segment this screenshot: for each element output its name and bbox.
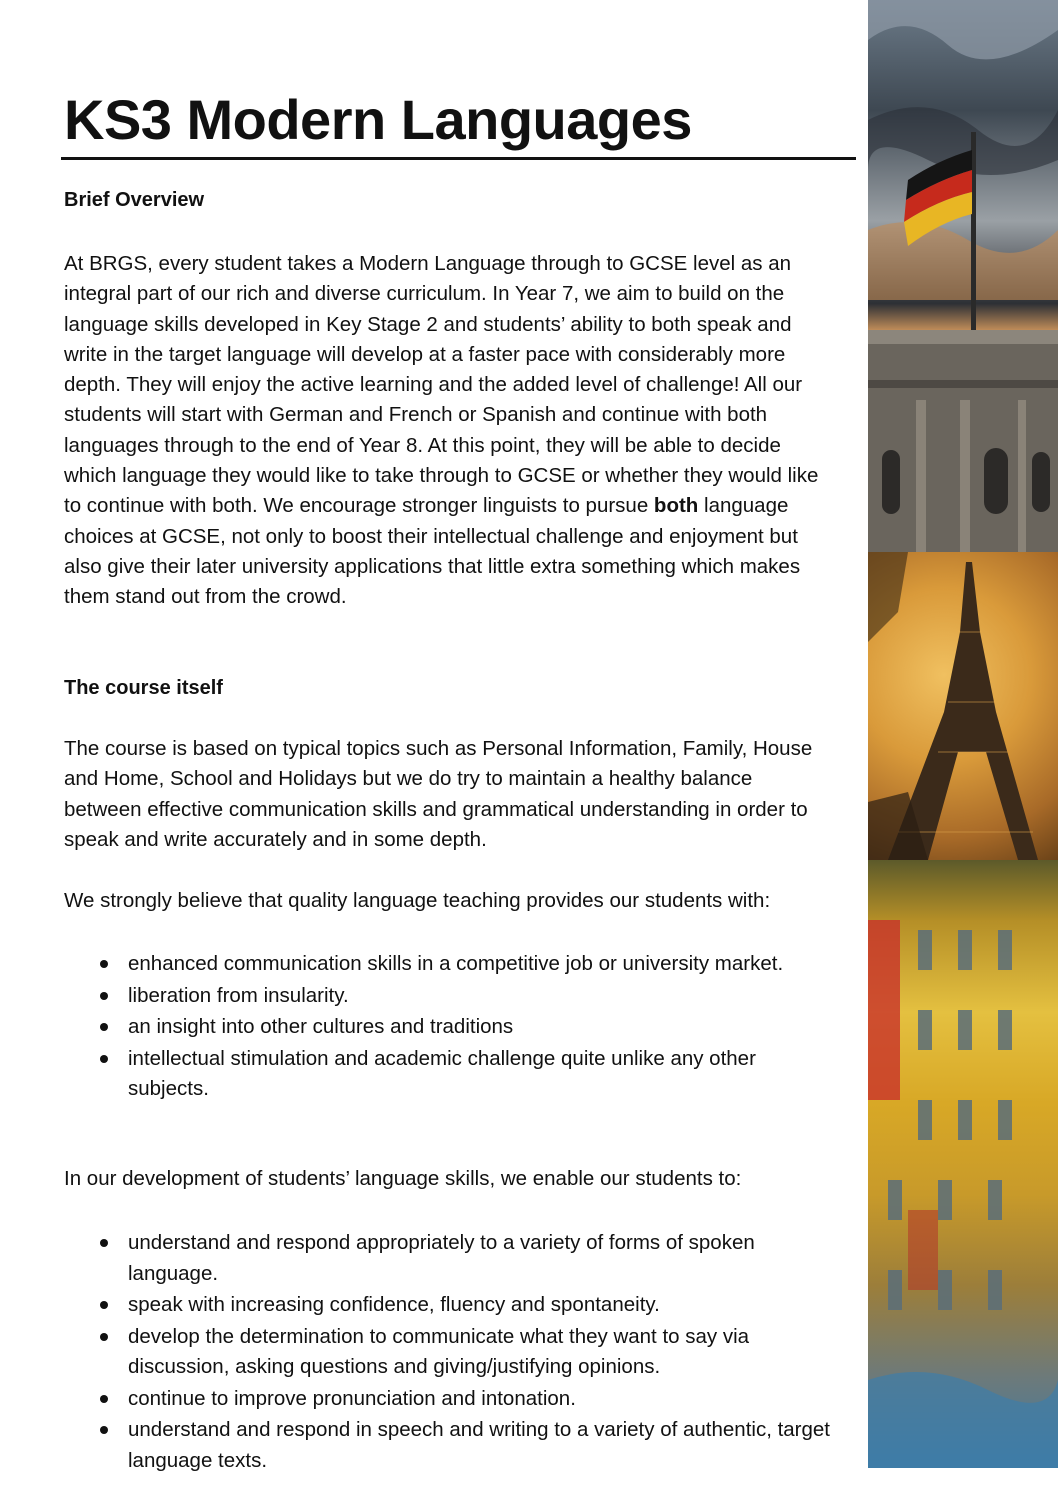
overview-paragraph bbox=[64, 249, 834, 613]
list-item: intellectual stimulation and academic challenge quite unlike any other subjects. bbox=[64, 1044, 834, 1105]
page-title: KS3 Modern Languages bbox=[64, 88, 692, 151]
list-item: understand and respond appropriately to a variety of forms of spoken language. bbox=[64, 1228, 834, 1289]
course-paragraph: The course is based on typical topics such as Personal Information, Family, House and Home, School and Holidays but we do try to maintain a healthy balance between effective communication skills and grammatical understanding in order to speak and write accurately and in some depth. bbox=[64, 737, 813, 851]
overview-heading: Brief Overview bbox=[64, 189, 205, 211]
development-intro: In our development of students’ language skills, we enable our students to: bbox=[64, 1167, 742, 1190]
title-underline bbox=[61, 157, 856, 160]
list-item: develop the determination to communicate what they want to say via discussion, asking questions and giving/justifying opinions. bbox=[64, 1322, 834, 1383]
eiffel-tower-image bbox=[868, 552, 1058, 860]
reflected-buildings-image bbox=[868, 860, 1058, 1468]
image-strip bbox=[868, 0, 1058, 1468]
overview-text-start: At BRGS, every student takes a Modern Language through to GCSE level as an integral part of our rich and diverse curriculum. In Year 7, we aim to build on the language skills developed in Key Stage 2 and students’ ability to both speak and write in the target language will develop at a faster pace with considerably more depth. They will enjoy the active learning and the added level of challenge! All our students will start with German and French or Spanish and continue with both languages through to the end of Year 8. At this point, they will be able to decide which language they would like to take through to GCSE or whether they would like to continue with both. We encourage stronger linguists to pursue bbox=[64, 252, 819, 518]
overview-bold-word: both bbox=[653, 494, 699, 518]
belief-list bbox=[64, 949, 834, 1106]
list-item: enhanced communication skills in a competitive job or university market. bbox=[64, 949, 834, 980]
development-list bbox=[64, 1228, 834, 1477]
course-heading: The course itself bbox=[64, 677, 223, 699]
belief-intro: We strongly believe that quality language teaching provides our students with: bbox=[64, 889, 771, 912]
german-flag-reichstag-image bbox=[868, 0, 1058, 552]
list-item: an insight into other cultures and traditions bbox=[64, 1012, 834, 1043]
list-item: liberation from insularity. bbox=[64, 981, 834, 1012]
list-item: understand and respond in speech and writing to a variety of authentic, target language texts. bbox=[64, 1415, 834, 1476]
list-item: continue to improve pronunciation and intonation. bbox=[64, 1384, 834, 1415]
list-item: speak with increasing confidence, fluency and spontaneity. bbox=[64, 1290, 834, 1321]
overview-text-end: language choices at GCSE, not only to boost their intellectual challenge and enjoyment but also give their later university applications that little extra something which makes them stand out from the crowd. bbox=[64, 494, 801, 609]
